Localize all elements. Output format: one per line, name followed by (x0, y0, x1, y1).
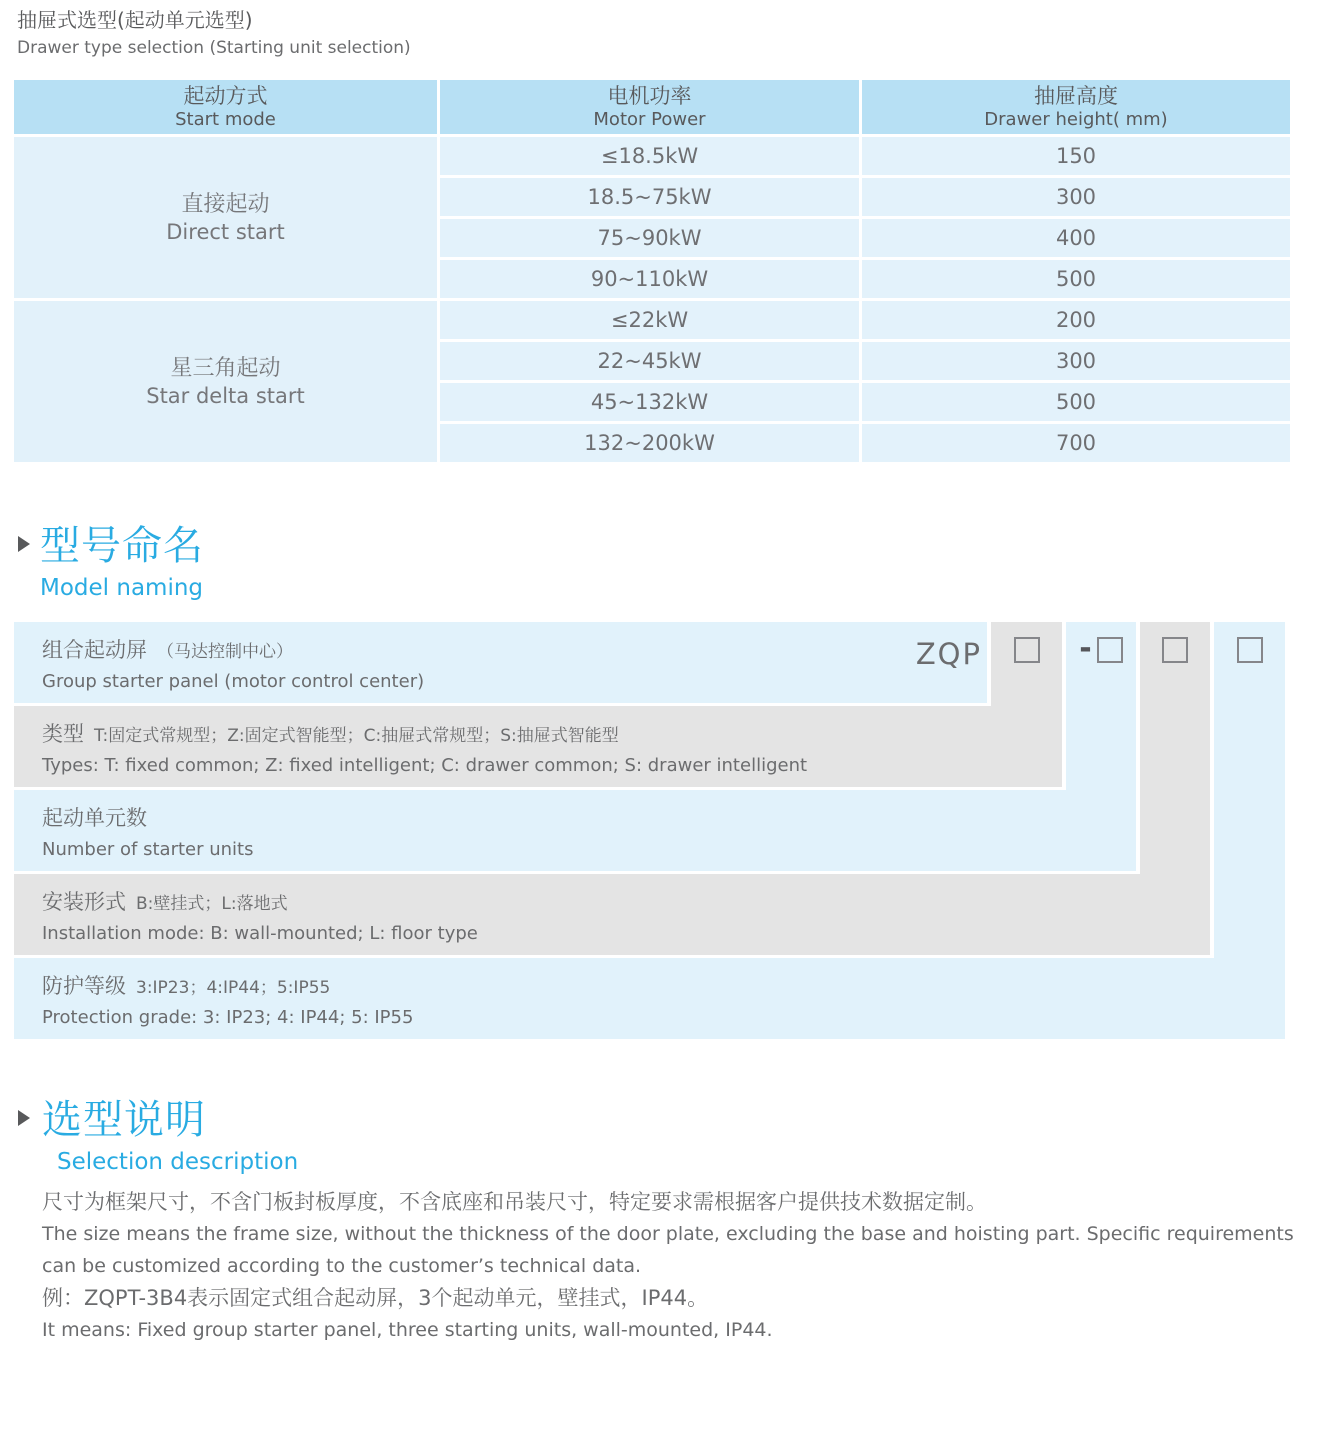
group-en: Direct start (166, 219, 285, 244)
cell-power: ≤22kW (440, 301, 859, 339)
cell-height: 200 (862, 301, 1290, 339)
group-en: Star delta start (146, 383, 305, 408)
row-cn-label: 安装形式 (42, 890, 126, 914)
row-cn-label: 类型 (42, 722, 84, 746)
header-cn: 抽屉高度 (1034, 84, 1118, 108)
model-row-types (14, 706, 1062, 787)
selection-description (42, 1186, 1296, 1346)
group-cn: 直接起动 (181, 191, 270, 217)
cell-height: 400 (862, 219, 1290, 257)
row-cn-label: 防护等级 (42, 974, 126, 998)
model-row-protection-grade (14, 958, 1285, 1039)
model-naming-heading-en: Model naming (40, 575, 204, 601)
row-cn-detail: 3:IP23；4:IP44；5:IP55 (136, 978, 331, 998)
model-naming-heading-cn: 型号命名 (40, 523, 204, 569)
description-paragraph: 例：ZQPT-3B4表示固定式组合起动屏，3个起动单元，壁挂式，IP44。 (42, 1286, 709, 1310)
cell-power: 45~132kW (440, 383, 859, 421)
drawer-selection-table (14, 80, 1290, 462)
table-header-start-mode (14, 80, 437, 134)
page-title (17, 6, 411, 60)
table-header-drawer-height (862, 80, 1290, 134)
cell-height: 500 (862, 383, 1290, 421)
model-code-dash: - (1079, 631, 1092, 666)
cell-power: 75~90kW (440, 219, 859, 257)
row-en: Types: T: fixed common; Z: fixed intelligent; C: drawer common; S: drawer intelligent (42, 755, 808, 776)
row-cn-detail: （马达控制中心） (157, 642, 293, 662)
model-row-starter-units (14, 790, 1136, 871)
model-naming-diagram (14, 622, 1290, 1039)
row-cn-label: 起动单元数 (42, 806, 147, 830)
group-cell-direct-start (14, 137, 437, 298)
cell-height: 150 (862, 137, 1290, 175)
selection-heading-cn: 选型说明 (42, 1097, 206, 1143)
page-title-cn: 抽屉式选型(起动单元选型) (17, 8, 253, 32)
description-paragraph: The size means the frame size, without the thickness of the door plate, excluding the base and hoisting part. Specific requirements can be customized according to the customer’s technical data. (42, 1223, 1294, 1277)
model-code-box-icon (1014, 637, 1040, 663)
row-cn-detail: T:固定式常规型；Z:固定式智能型；C:抽屉式常规型；S:抽屉式智能型 (94, 726, 619, 746)
cell-power: ≤18.5kW (440, 137, 859, 175)
row-en: Group starter panel (motor control center) (42, 671, 425, 692)
row-cn-detail: B:壁挂式；L:落地式 (136, 894, 288, 914)
row-en: Installation mode: B: wall-mounted; L: floor type (42, 923, 478, 944)
model-row-group-starter-panel (14, 622, 987, 703)
section-bullet-icon (18, 1110, 30, 1126)
header-cn: 电机功率 (607, 84, 692, 108)
cell-height: 500 (862, 260, 1290, 298)
row-cn-label: 组合起动屏 (42, 638, 147, 662)
section-bullet-icon (18, 536, 30, 552)
row-en: Number of starter units (42, 839, 254, 860)
group-cn: 星三角起动 (170, 355, 281, 381)
cell-power: 132~200kW (440, 424, 859, 462)
cell-height: 300 (862, 178, 1290, 216)
description-paragraph: 尺寸为框架尺寸，不含门板封板厚度，不含底座和吊装尺寸，特定要求需根据客户提供技术数据定制。 (42, 1190, 987, 1214)
description-paragraph: It means: Fixed group starter panel, three starting units, wall-mounted, IP44. (42, 1319, 773, 1341)
cell-height: 300 (862, 342, 1290, 380)
header-en: Motor Power (593, 109, 706, 130)
row-en: Protection grade: 3: IP23; 4: IP44; 5: IP55 (42, 1007, 414, 1028)
model-code-box-icon (1237, 637, 1263, 663)
model-row-installation-mode (14, 874, 1210, 955)
cell-power: 22~45kW (440, 342, 859, 380)
model-code-box-icon (1162, 637, 1188, 663)
header-cn: 起动方式 (183, 84, 268, 108)
header-en: Drawer height( mm) (984, 109, 1168, 130)
header-en: Start mode (175, 109, 276, 130)
cell-power: 18.5~75kW (440, 178, 859, 216)
group-cell-star-delta-start (14, 301, 437, 462)
page-title-en: Drawer type selection (Starting unit selection) (17, 38, 411, 58)
selection-heading-en: Selection description (57, 1149, 299, 1175)
model-prefix: ZQP (915, 637, 982, 671)
cell-height: 700 (862, 424, 1290, 462)
cell-power: 90~110kW (440, 260, 859, 298)
model-code-box-icon (1097, 637, 1123, 663)
table-header-motor-power (440, 80, 859, 134)
